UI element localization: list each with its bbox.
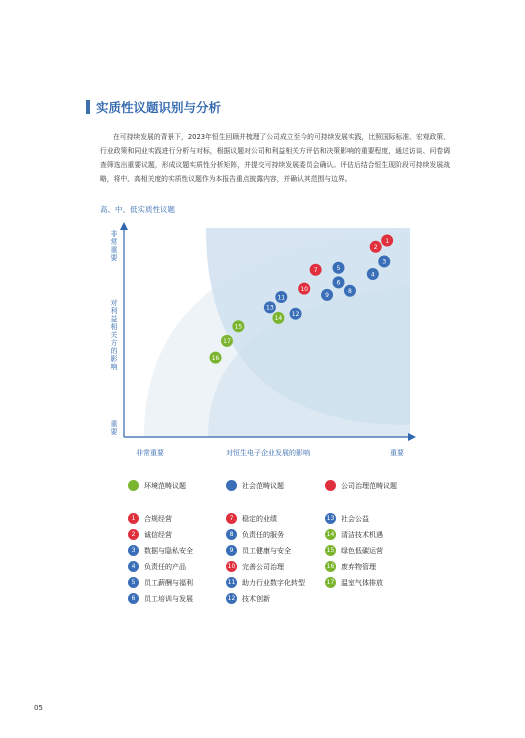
legend-item-governance	[325, 480, 397, 491]
topic-label: 员工健康与安全	[242, 546, 291, 555]
x-axis-arrow	[408, 433, 416, 441]
legend-label: 公司治理范畴议题	[341, 481, 397, 490]
topic-number-badge: 10	[227, 563, 236, 570]
topic-label: 负责任的服务	[242, 530, 284, 539]
topic-item-4	[128, 561, 186, 572]
topic-label: 合规经营	[144, 514, 172, 523]
matrix-point-2	[370, 241, 382, 253]
matrix-point-number: 13	[266, 304, 274, 312]
y-axis-bottom-label: 重要	[110, 420, 118, 436]
matrix-point-6	[333, 276, 345, 288]
matrix-point-number: 15	[234, 323, 243, 331]
page-number: 05	[34, 704, 43, 712]
topic-label: 废弃物管理	[341, 562, 376, 571]
topic-label: 社会公益	[341, 514, 369, 523]
matrix-point-1	[381, 235, 393, 247]
topic-label: 助力行业数字化转型	[242, 578, 305, 587]
legend-item-social	[226, 480, 284, 491]
topic-number-badge: 13	[326, 515, 335, 522]
topic-number-badge: 4	[128, 561, 139, 572]
matrix-point-number: 6	[336, 279, 341, 287]
topic-item-5	[128, 577, 193, 588]
topic-item-16	[325, 561, 376, 572]
topic-item-15	[325, 545, 383, 556]
matrix-point-number: 8	[348, 288, 352, 295]
matrix-point-13	[264, 301, 276, 313]
topic-number-badge: 15	[326, 547, 335, 554]
topic-item-6	[128, 593, 193, 604]
topic-item-13	[325, 513, 369, 524]
topic-label: 数据与隐私安全	[144, 546, 193, 555]
matrix-point-number: 7	[313, 267, 318, 275]
topic-number-badge: 7	[226, 513, 237, 524]
matrix-point-number: 2	[373, 244, 378, 252]
y-axis-label: 对利益相关方的影响	[110, 299, 118, 371]
matrix-point-7	[310, 264, 322, 276]
matrix-point-number: 4	[370, 271, 375, 279]
topic-item-11	[226, 577, 305, 588]
x-axis-left-label: 非常重要	[136, 449, 164, 457]
chart-title: 高、中、低实质性议题	[100, 205, 175, 214]
topic-number-badge: 16	[326, 563, 335, 570]
topic-number-badge: 14	[326, 531, 335, 538]
matrix-point-number: 11	[277, 294, 286, 302]
matrix-point-17	[221, 335, 233, 347]
topic-label: 清洁技术机遇	[341, 530, 383, 539]
x-axis-label: 对恒生电子企业发展的影响	[226, 449, 310, 457]
matrix-point-number: 16	[211, 354, 220, 362]
matrix-point-5	[333, 262, 345, 274]
topic-label: 稳定的业绩	[242, 514, 277, 523]
matrix-point-4	[367, 268, 379, 280]
topic-label: 负责任的产品	[144, 562, 186, 571]
topic-number-badge: 9	[226, 545, 237, 556]
matrix-point-10	[298, 283, 310, 295]
topic-label: 诚信经营	[144, 530, 172, 539]
legend-label: 社会范畴议题	[242, 481, 284, 490]
y-axis-top-label: 非常重要	[110, 230, 118, 262]
matrix-point-12	[290, 308, 302, 320]
legend-dot	[226, 480, 237, 491]
matrix-point-number: 3	[382, 258, 387, 266]
topic-number-badge: 12	[227, 595, 236, 602]
topic-item-7	[226, 513, 277, 524]
y-axis-arrow	[120, 222, 128, 230]
legend-item-environment	[128, 480, 186, 491]
topic-label: 技术创新	[242, 594, 270, 603]
topic-number-badge: 6	[128, 593, 139, 604]
topic-number-badge: 17	[326, 579, 335, 586]
section-title-text: 实质性议题识别与分析	[96, 100, 222, 115]
matrix-point-number: 14	[274, 315, 283, 323]
topic-number-badge: 11	[227, 579, 236, 586]
topic-item-12	[226, 593, 270, 604]
matrix-point-number: 17	[223, 338, 231, 346]
x-axis-right-label: 重要	[390, 449, 404, 457]
matrix-point-number: 5	[336, 265, 341, 273]
topic-label: 温室气体排放	[341, 578, 383, 587]
legend-dot	[128, 480, 139, 491]
topic-item-17	[325, 577, 383, 588]
topic-item-1	[128, 513, 172, 524]
matrix-point-16	[210, 352, 222, 364]
topic-number-badge: 3	[128, 545, 139, 556]
topic-label: 员工薪酬与福利	[144, 578, 193, 587]
topic-number-badge: 1	[128, 513, 139, 524]
topic-item-8	[226, 529, 284, 540]
legend-label: 环境范畴议题	[144, 481, 186, 490]
matrix-point-11	[275, 291, 287, 303]
topic-item-14	[325, 529, 383, 540]
topic-label: 完善公司治理	[242, 562, 284, 571]
matrix-background	[124, 228, 410, 437]
matrix-point-9	[321, 289, 333, 301]
topic-number-badge: 5	[128, 577, 139, 588]
topic-label: 员工培训与发展	[144, 594, 193, 603]
topic-label: 绿色低碳运营	[341, 546, 383, 555]
topic-item-9	[226, 545, 291, 556]
matrix-point-number: 10	[300, 285, 309, 293]
topic-number-badge: 2	[128, 529, 139, 540]
legend-dot	[325, 480, 336, 491]
topic-item-3	[128, 545, 193, 556]
matrix-point-8	[344, 285, 356, 297]
matrix-point-3	[378, 255, 390, 267]
topic-item-2	[128, 529, 172, 540]
topic-number-badge: 8	[226, 529, 237, 540]
topic-item-10	[226, 561, 284, 572]
matrix-point-number: 9	[325, 292, 329, 300]
intro-paragraph: 在可持续发展的背景下，2023年恒生回顾并梳理了公司成立至今的可持续发展实践，比照国际标准、宏观政策、行业政策和同业实践进行分析与对标，根据议题对公司和利益相关方评估和决策影响的重要程度，通过访谈、问卷调查筛选出重要议题，形成议题实质性分析矩阵，并提交可持续发展委员会确认。评估后结合恒生现阶段可持续发展战略，将中、高相关度的实质性议题作为本报告重点披露内容，并确认其范围与边界。	[100, 132, 450, 183]
matrix-point-15	[232, 320, 244, 332]
matrix-point-number: 1	[385, 237, 390, 245]
matrix-point-number: 12	[291, 310, 300, 318]
matrix-point-14	[272, 312, 284, 324]
